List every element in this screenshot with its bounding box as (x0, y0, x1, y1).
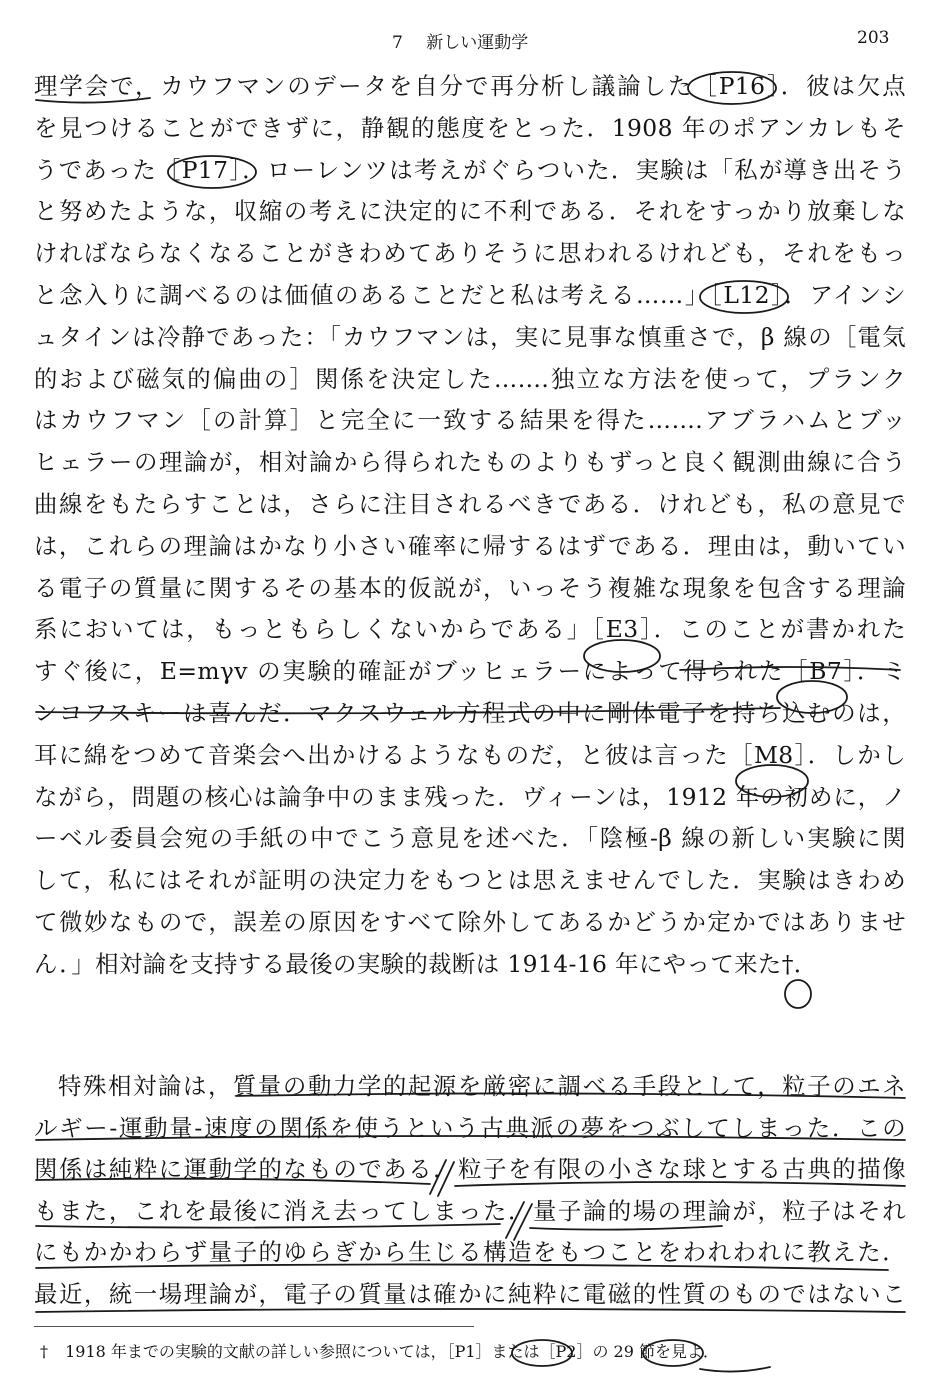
text-line: 関係は純粋に運動学的なものである．粒子を有限の小さな球とする古典的描像 (34, 1155, 906, 1183)
text-line: 特殊相対論は，質量の動力学的起源を厳密に調べる手段として，粒子のエネ (58, 1072, 906, 1100)
chapter-number: 7 (392, 33, 403, 53)
chapter-heading (392, 28, 528, 53)
text-line: は，これらの理論はかなり小さい確率に帰するはずである．理由は，動いてい (34, 531, 906, 560)
text-line: ーベル委員会宛の手紙の中でこう意見を述べた．「陰極-β 線の新しい実験に関 (34, 824, 906, 853)
text-line: うであった［P17］．ローレンツは考えがぐらついた．実験は「私が導き出そう (34, 155, 906, 184)
text-line: にもかかわらず量子的ゆらぎから生じる構造をもつことをわれわれに教えた． (34, 1238, 906, 1266)
footnote-divider (34, 1326, 474, 1327)
text-line: 曲線をもたらすことは，さらに注目されるべきである．けれども，私の意見で (34, 489, 906, 518)
text-line: すぐ後に，E=mγv の実験的確証がブッヒェラーによって得られた［B7］．ミ (34, 657, 906, 686)
text-line: る電子の質量に関するその基本的仮説が，いっそう複雑な現象を包含する理論 (34, 573, 906, 602)
chapter-title: 新しい運動学 (426, 33, 529, 53)
text-line: もまた，これを最後に消え去ってしまった．量子論的場の理論が，粒子はそれ (34, 1196, 906, 1225)
text-line: ヒェラーの理論が，相対論から得られたものよりもずっと良く観測曲線に合う (34, 448, 906, 477)
text-line: と努めたような，収縮の考えに決定的に不利である．それをすっかり放棄しな (34, 197, 906, 226)
text-line: 的および磁気的偏曲の］関係を決定した…….独立な方法を使って，プランク (34, 364, 906, 393)
text-line: 理学会で，カウフマンのデータを自分で再分析し議論した［P16］．彼は欠点 (34, 72, 906, 100)
text-line: て微妙なもので，誤差の原因をすべて除外してあるかどうか定かではありませ (34, 907, 906, 936)
text-line: ながら，問題の核心は論争中のまま残った．ヴィーンは，1912 年の初めに，ノ (34, 782, 906, 811)
text-line: ん．」相対論を支持する最後の実験的裁断は 1914-16 年にやって来た†． (34, 949, 818, 978)
text-line: 耳に綿をつめて音楽会へ出かけるようなものだ，と彼は言った［M8］．しかし (34, 740, 906, 769)
underline-mark (700, 1367, 770, 1372)
text-line: を見つけることができずに，静観的態度をとった．1908 年のポアンカレもそ (34, 113, 906, 142)
text-line: ルギー-運動量-速度の関係を使うという古典派の夢をつぶしてしまった．この (34, 1113, 906, 1142)
text-line: して，私にはそれが証明の決定力をもつとは思えませんでした．実験はきわめ (34, 866, 906, 895)
footnote (40, 1340, 719, 1364)
paragraph-2 (34, 1066, 906, 1315)
text-line: ければならなくなることがきわめてありそうに思われるけれども，それをもっ (34, 239, 906, 268)
text-line: 最近，統一場理論が，電子の質量は確かに純粋に電磁的性質のものではないこ (34, 1279, 906, 1308)
running-header (0, 28, 945, 58)
text-line: ンコフスキーは喜んだ．マクスウェル方程式の中に剛体電子を持ち込むのは， (34, 698, 906, 727)
text-line: と念入りに調べるのは価値のあることだと私は考える……」［L12］．アインシ (34, 280, 906, 309)
text-line: ュタインは冷静であった：「カウフマンは，実に見事な慎重さで，β 線の［電気 (34, 322, 906, 351)
footnote-text: 1918 年までの実験的文献の詳しい参照については，［P1］または［P2］の 29 節を見よ． (65, 1342, 720, 1361)
paragraph-1 (34, 66, 906, 986)
text-line: 系においては，もっともらしくないからである」［E3］．このことが書かれた (34, 615, 906, 644)
text-line: はカウフマン［の計算］と完全に一致する結果を得た…….アブラハムとブッ (34, 406, 906, 435)
page-number: 203 (857, 28, 890, 48)
footnote-marker: † (40, 1342, 48, 1361)
